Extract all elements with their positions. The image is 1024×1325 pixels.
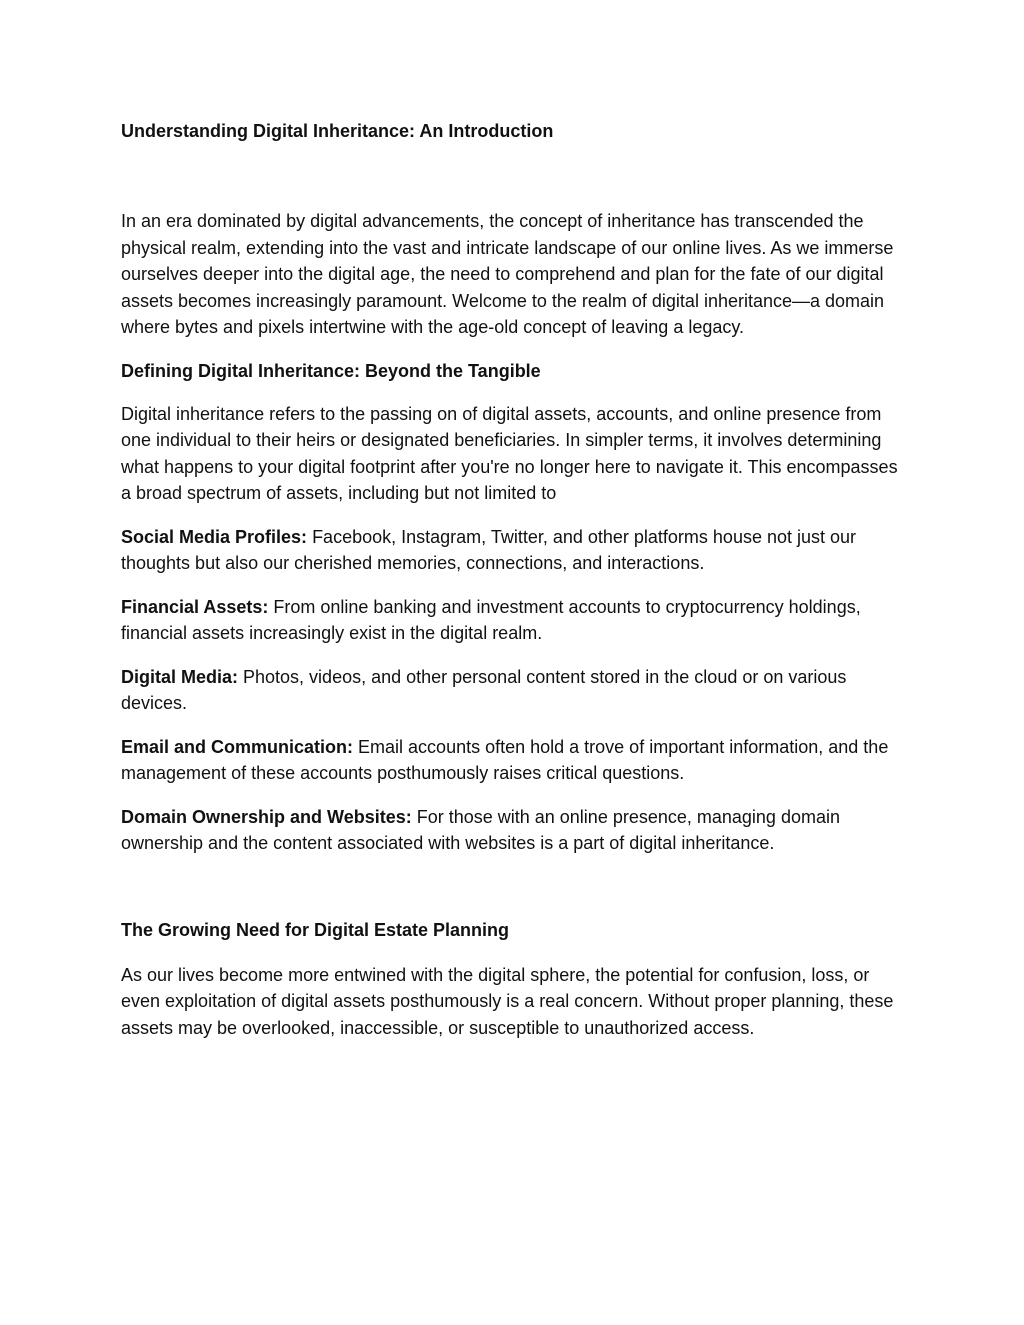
document-page: [121, 118, 911, 1041]
item-text: Facebook, Instagram, Twitter, and other platforms house not just our thoughts but also our cherished memories, connections, and interactions.: [121, 526, 857, 573]
item-label: Digital Media:: [121, 666, 239, 687]
item-label: Domain Ownership and Websites:: [121, 806, 412, 827]
list-item-email: [121, 734, 911, 787]
item-text: From online banking and investment accounts to cryptocurrency holdings, financial assets increasingly exist in the digital realm.: [121, 596, 861, 643]
definition-paragraph: Digital inheritance refers to the passing on of digital assets, accounts, and online presence from one individual to their heirs or designated beneficiaries. In simpler terms, it involves determining what happens to your digital footprint after you're no longer here to navigate it. This encompasses a broad spectrum of assets, including but not limited to: [121, 403, 898, 503]
item-label: Social Media Profiles:: [121, 526, 308, 547]
list-item-financial-assets: [121, 594, 911, 647]
item-text: Photos, videos, and other personal content stored in the cloud or on various devices.: [121, 666, 847, 713]
item-text: Email accounts often hold a trove of important information, and the management of these accounts posthumously raises critical questions.: [121, 736, 889, 783]
list-item-social-media: [121, 524, 911, 577]
growing-need-paragraph: As our lives become more entwined with the digital sphere, the potential for confusion, loss, or even exploitation of digital assets posthumously is a real concern. Without proper planning, these assets may be overlooked, inaccessible, or susceptible to unauthorized access.: [121, 964, 894, 1038]
item-text: For those with an online presence, managing domain ownership and the content associated with websites is a part of digital inheritance.: [121, 806, 840, 853]
section-heading-growing-need: The Growing Need for Digital Estate Planning: [121, 919, 510, 940]
item-label: Financial Assets:: [121, 596, 269, 617]
section-heading-defining: Defining Digital Inheritance: Beyond the Tangible: [121, 360, 541, 381]
document-title: Understanding Digital Inheritance: An Introduction: [121, 121, 554, 141]
list-item-domain-ownership: [121, 804, 911, 857]
item-label: Email and Communication:: [121, 736, 354, 757]
list-item-digital-media: [121, 664, 911, 717]
intro-paragraph: In an era dominated by digital advancements, the concept of inheritance has transcended the physical realm, extending into the vast and intricate landscape of our online lives. As we immerse ourselves deeper into the digital age, the need to comprehend and plan for the fate of our digital assets becomes increasingly paramount. Welcome to the realm of digital inheritance—a domain where bytes and pixels intertwine with the age-old concept of leaving a legacy.: [121, 211, 894, 337]
